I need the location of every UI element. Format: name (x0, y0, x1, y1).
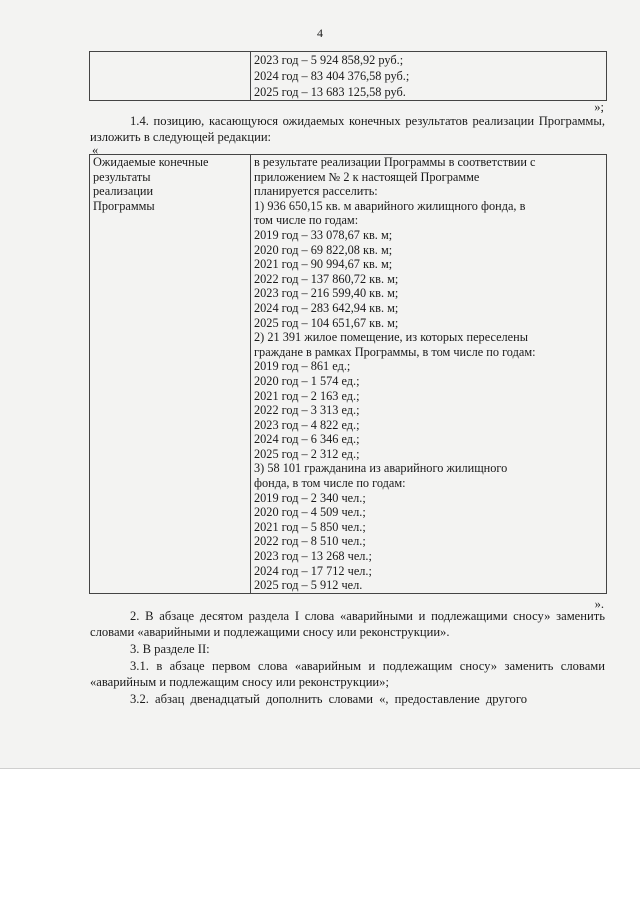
result-line: 2019 год – 2 340 чел.; (254, 490, 366, 505)
result-line: 2023 год – 216 599,40 кв. м; (254, 286, 399, 301)
paragraph-3-1: 3.1. в абзаце первом слова «аварийным и подлежащим сносу» заменить словами «аварийным и подлежащим сносу или реконструкции»; (90, 659, 605, 689)
result-line: 2024 год – 283 642,94 кв. м; (254, 300, 399, 315)
funding-line: 2024 год – 83 404 376,58 руб.; (254, 69, 410, 83)
result-line: фонда, в том числе по годам: (254, 476, 406, 491)
result-line: 2021 год – 2 163 ед.; (254, 388, 360, 403)
paragraph-3: 3. В разделе II: (130, 642, 210, 656)
opening-quote: « (92, 143, 99, 157)
result-line: планируется расселить: (254, 184, 378, 199)
result-line: 3) 58 101 гражданина из аварийного жилищного (254, 461, 508, 476)
result-line: 2023 год – 4 822 ед.; (254, 417, 360, 432)
label-line: Ожидаемые конечные (93, 155, 209, 169)
result-line: 2025 год – 5 912 чел. (254, 578, 363, 593)
result-line: 2019 год – 861 ед.; (254, 359, 351, 374)
result-line: 1) 936 650,15 кв. м аварийного жилищного фонда, в (254, 198, 526, 213)
result-line: 2) 21 391 жилое помещение, из которых переселены (254, 330, 528, 345)
result-line: 2024 год – 17 712 чел.; (254, 563, 372, 578)
funding-table (89, 51, 607, 101)
paragraph-3-2: 3.2. абзац двенадцатый дополнить словами «, предоставление другого (130, 692, 527, 706)
result-line: 2022 год – 8 510 чел.; (254, 534, 366, 549)
result-line: 2020 год – 1 574 ед.; (254, 373, 360, 388)
label-line: результаты (93, 169, 151, 184)
paragraph-1-4: 1.4. позицию, касающуюся ожидаемых конечных результатов реализации Программы, изложить в следующей редакции: (90, 114, 605, 144)
page-number: 4 (317, 26, 323, 40)
results-label-cell (90, 155, 251, 594)
result-line: приложением № 2 к настоящей Программе (254, 169, 480, 184)
result-line: граждане в рамках Программы, в том числе по годам: (254, 344, 536, 359)
result-line: 2020 год – 69 822,08 кв. м; (254, 242, 393, 257)
results-table (89, 154, 607, 594)
table-row (90, 155, 607, 594)
funding-line: 2025 год – 13 683 125,58 руб. (254, 85, 406, 99)
result-line: 2021 год – 90 994,67 кв. м; (254, 257, 393, 272)
table-cell-empty (90, 52, 251, 101)
result-line: 2025 год – 104 651,67 кв. м; (254, 315, 399, 330)
result-line: 2021 год – 5 850 чел.; (254, 519, 366, 534)
result-line: 2019 год – 33 078,67 кв. м; (254, 227, 393, 242)
result-line: том числе по годам: (254, 213, 359, 228)
result-line: в результате реализации Программы в соответствии с (254, 155, 536, 169)
paragraph-2: 2. В абзаце десятом раздела I слова «аварийными и подлежащими сносу» заменить словами «аварийными и подлежащими сносу или реконструкции». (90, 609, 605, 639)
results-value-cell (251, 155, 607, 594)
label-line: Программы (93, 198, 155, 213)
result-line: 2025 год – 2 312 ед.; (254, 446, 360, 461)
result-line: 2020 год – 4 509 чел.; (254, 505, 366, 520)
result-line: 2022 год – 137 860,72 кв. м; (254, 271, 399, 286)
result-line: 2023 год – 13 268 чел.; (254, 549, 372, 564)
funding-years-cell (251, 52, 607, 101)
table-row (90, 52, 607, 101)
funding-line: 2023 год – 5 924 858,92 руб.; (254, 53, 404, 67)
result-line: 2024 год – 6 346 ед.; (254, 432, 360, 447)
result-line: 2022 год – 3 313 ед.; (254, 403, 360, 418)
label-line: реализации (93, 184, 154, 199)
closing-quote: »; (594, 100, 604, 114)
closing-quote: ». (594, 597, 604, 611)
